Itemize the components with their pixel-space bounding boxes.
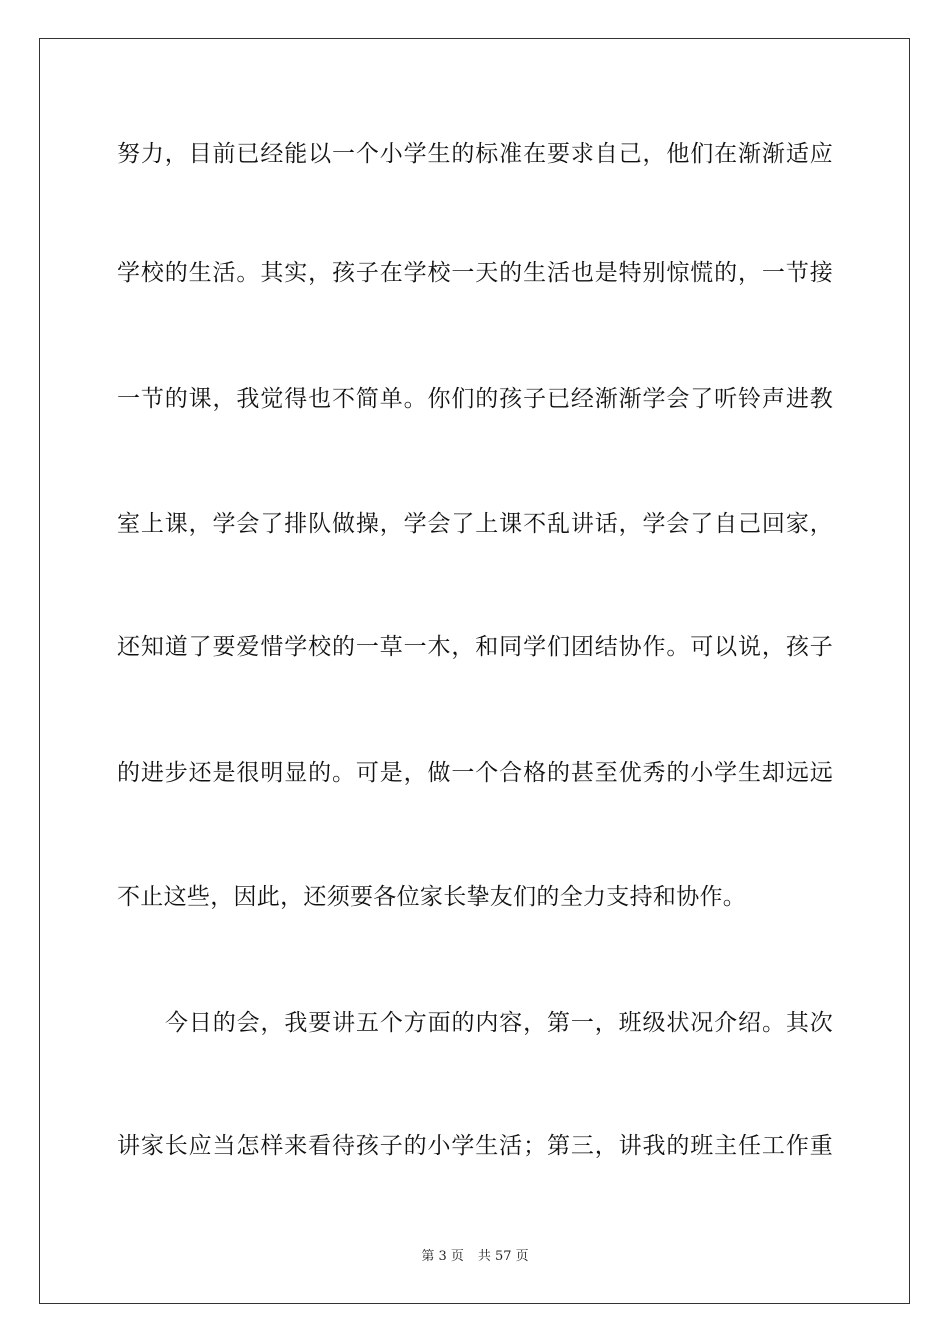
paragraph-line: 不止这些，因此，还须要各位家长挚友们的全力支持和协作。 bbox=[117, 884, 747, 910]
paragraph-line: 努力，目前已经能以一个小学生的标准在要求自己，他们在渐渐适应 bbox=[117, 141, 833, 167]
paragraph-line: 的进步还是很明显的。可是，做一个合格的甚至优秀的小学生却远远 bbox=[117, 760, 833, 786]
paragraph-line: 一节的课，我觉得也不简单。你们的孩子已经渐渐学会了听铃声进教 bbox=[117, 386, 833, 412]
page-number: 第 3 页 bbox=[421, 1249, 464, 1264]
paragraph-line: 今日的会，我要讲五个方面的内容，第一，班级状况介绍。其次 bbox=[165, 1010, 833, 1036]
paragraph-line: 学校的生活。其实，孩子在学校一天的生活也是特别惊慌的，一节接 bbox=[117, 260, 833, 286]
page-border bbox=[39, 38, 910, 1304]
page-footer bbox=[0, 1249, 950, 1265]
paragraph-line: 室上课，学会了排队做操，学会了上课不乱讲话，学会了自己回家， bbox=[117, 511, 833, 537]
paragraph-line: 讲家长应当怎样来看待孩子的小学生活；第三，讲我的班主任工作重 bbox=[117, 1133, 833, 1159]
page-total: 共 57 页 bbox=[477, 1249, 529, 1264]
paragraph-line: 还知道了要爱惜学校的一草一木，和同学们团结协作。可以说，孩子 bbox=[117, 634, 833, 660]
